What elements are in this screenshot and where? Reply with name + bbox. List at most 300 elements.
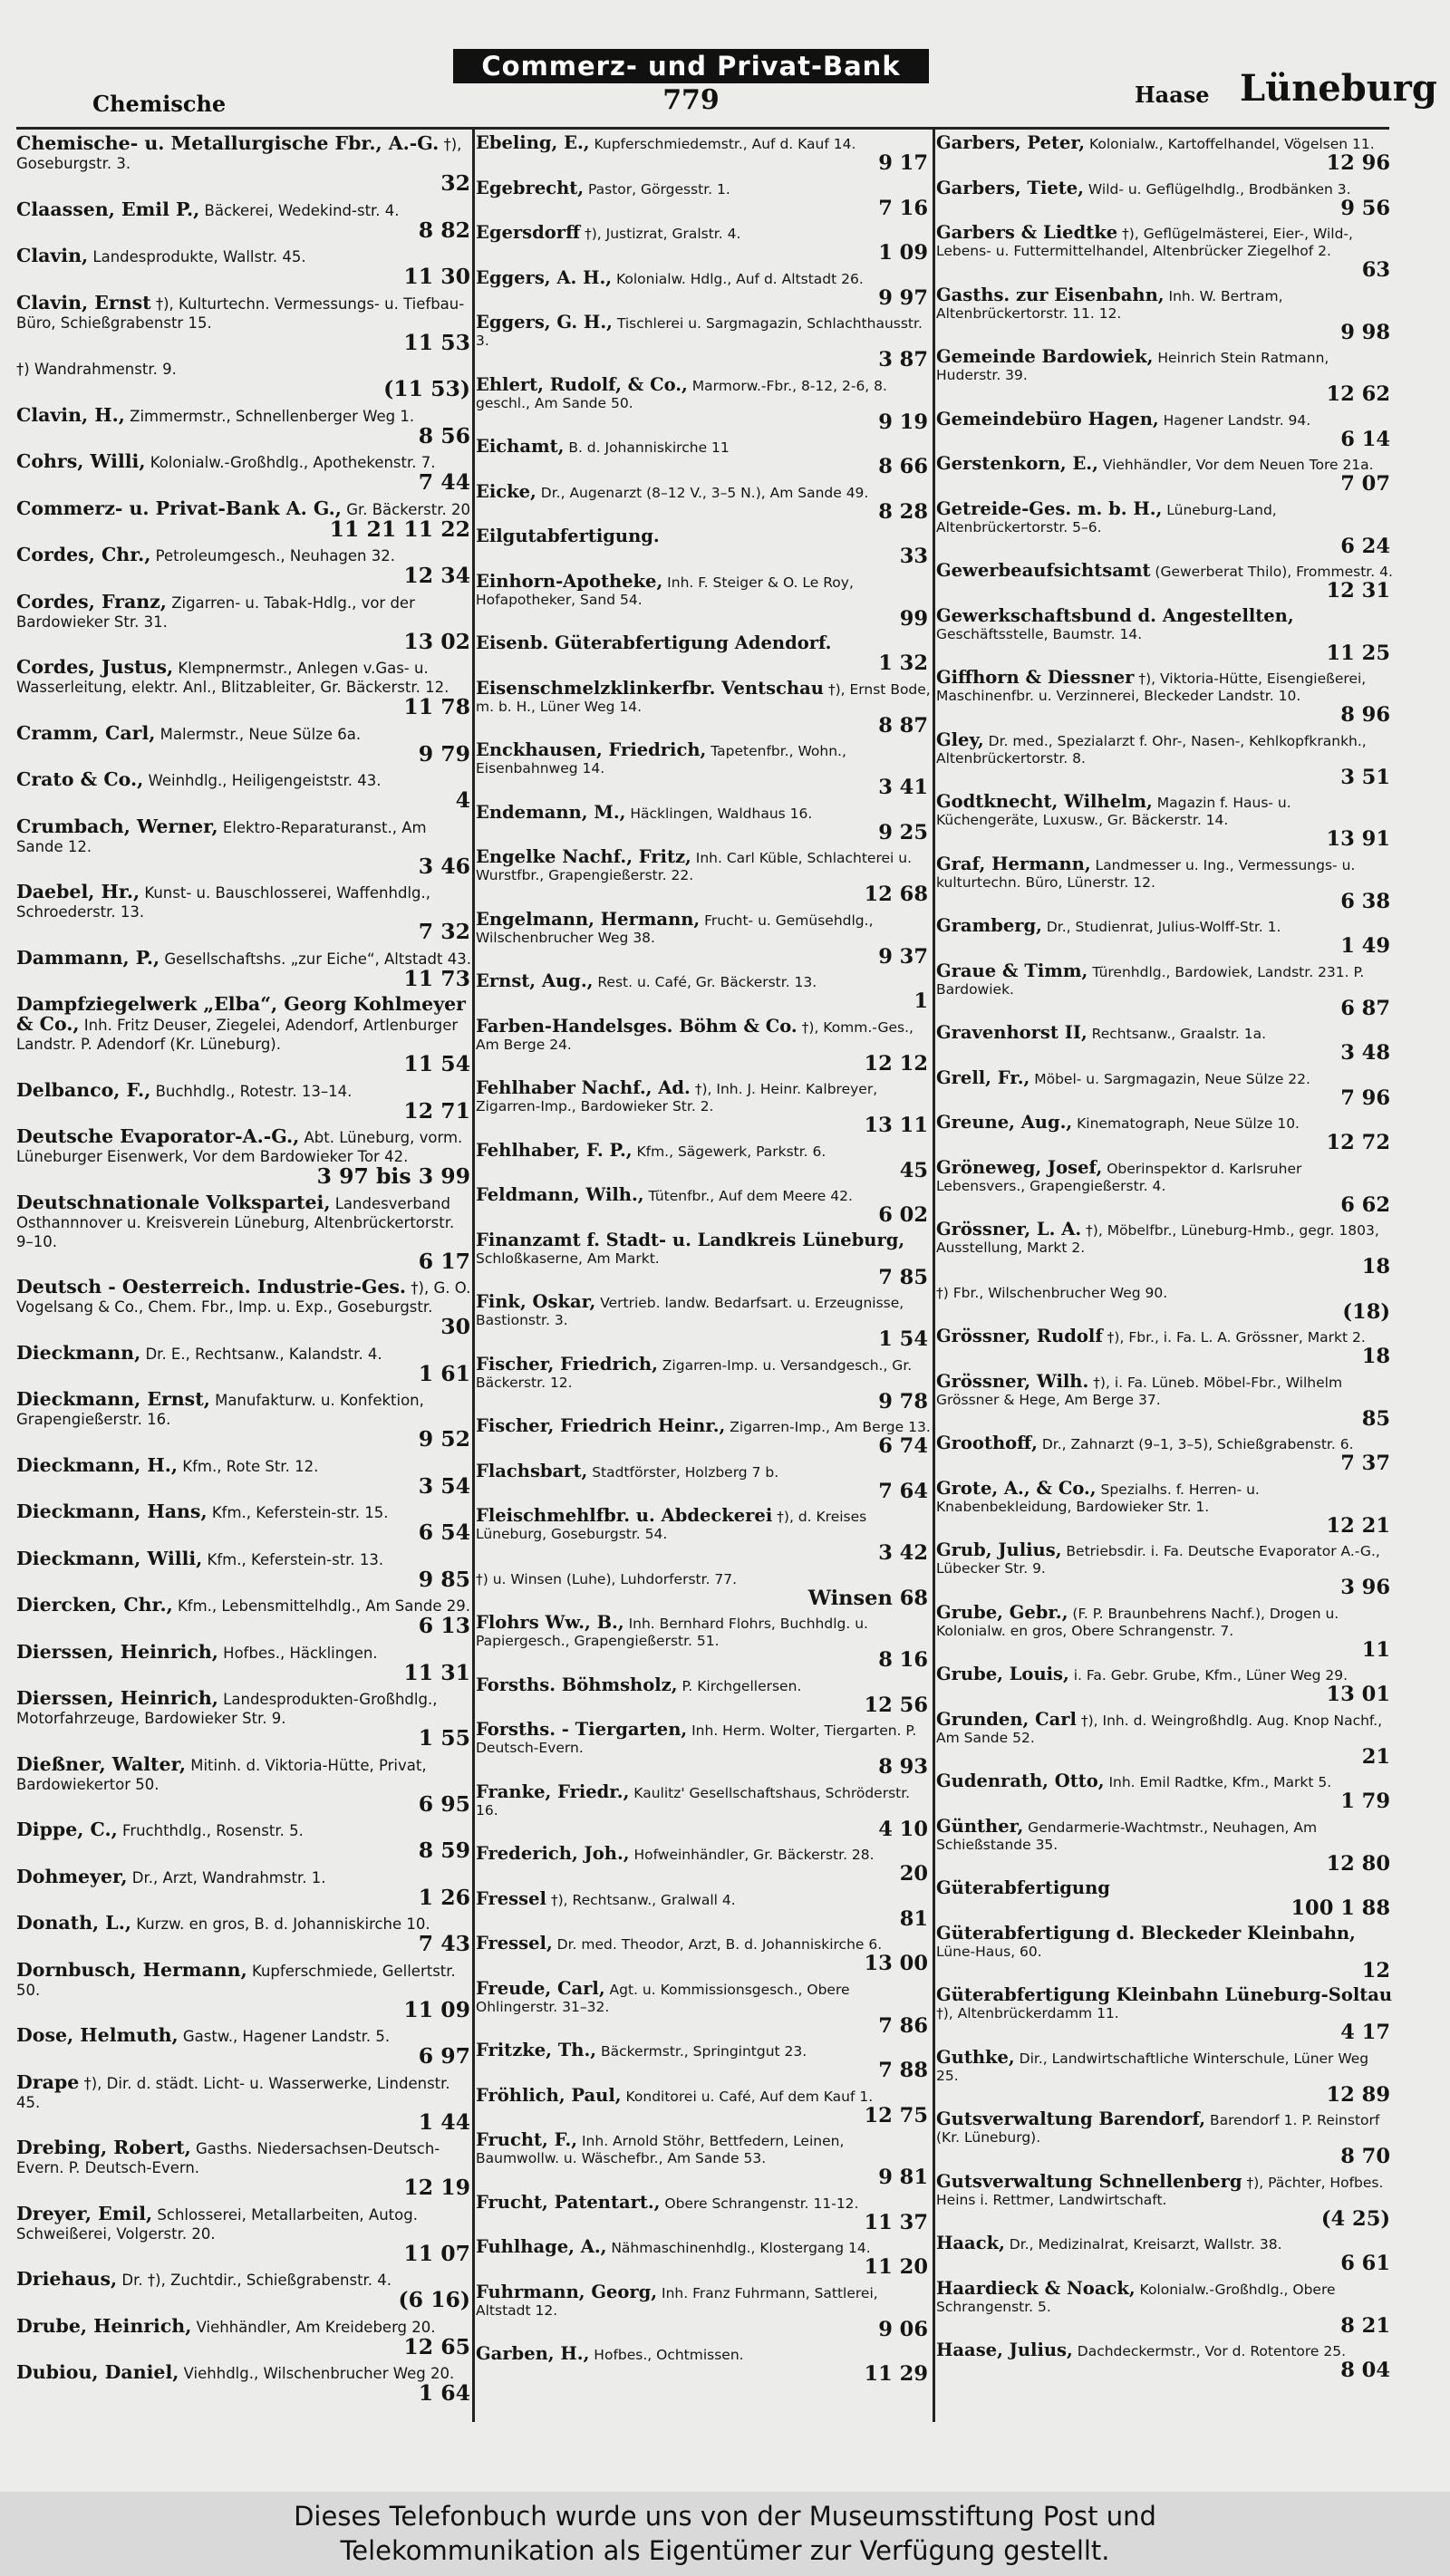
entry-name: Dose, Helmuth, [16, 2024, 179, 2046]
entry-details: Abt. Lüneburg, vorm. Lüneburger Eisenwerk, Vor dem Bardowieker Tor 42. [16, 1129, 463, 1165]
entry-name: Einhorn-Apotheke, [476, 570, 663, 592]
entry-name: Egersdorff [476, 222, 581, 243]
entry-name: Engelke Nachf., Fritz, [476, 846, 691, 867]
directory-entry [476, 1721, 932, 1778]
entry-name: Deutsche Evaporator-A.-G., [16, 1125, 300, 1147]
directory-entry [936, 1815, 1394, 1876]
entry-details: Schloßkaserne, Am Markt. [476, 1249, 660, 1267]
entry-details: Landesprodukten-Großhdlg., Motorfahrzeuge, Bardowieker Str. 9. [16, 1691, 438, 1727]
entry-name: Gemeindebüro Hagen, [936, 408, 1159, 429]
entry-details: Hofbes., Ochtmissen. [589, 2347, 744, 2363]
entry-details: Viehhändler, Am Kreideberg 20. [191, 2318, 436, 2336]
entry-details: Kupferschmiede, Gellertstr. 50. [16, 1962, 456, 1999]
entry-name: Graf, Hermann, [936, 853, 1091, 874]
entry-phone-number: 81 [899, 1906, 928, 1931]
entry-phone-number: 7 85 [878, 1265, 928, 1289]
entry-phone-number: 32 [440, 170, 470, 196]
entry-details: Mitinh. d. Viktoria-Hütte, Privat, Bardowiekertor 50. [16, 1756, 427, 1793]
directory-entry [936, 2046, 1394, 2107]
directory-entry [936, 1370, 1394, 1431]
entry-name: Getreide-Ges. m. b. H., [936, 497, 1163, 519]
directory-entry [936, 1601, 1394, 1662]
entry-details: Inh. Fritz Deuser, Ziegelei, Adendorf, Artlenburger Landstr. P. Adendorf (Kr. Lüneburg). [16, 1017, 459, 1053]
directory-entry [936, 917, 1394, 957]
directory-entry [16, 1078, 474, 1124]
directory-entry [476, 1887, 932, 1931]
directory-entry [936, 2170, 1394, 2231]
entry-details: Weinhdlg., Heiligengeiststr. 43. [143, 772, 382, 789]
entry-name: Freude, Carl, [476, 1977, 605, 1999]
entry-details: Frucht- u. Gemüsehdlg., Wilschenbrucher Weg 38. [476, 912, 874, 946]
entry-name: Eisenschmelzklinkerfbr. Ventschau [476, 677, 824, 699]
directory-entry [476, 908, 932, 969]
entry-phone-number: 11 25 [1326, 641, 1390, 665]
entry-name: Dreyer, Emil, [16, 2202, 153, 2224]
entry-details: Kolonialw.-Großhdlg., Apothekenstr. 7. [145, 454, 436, 471]
entry-details: Inh. Emil Radtke, Kfm., Markt 5. [1104, 1774, 1332, 1790]
entry-details: Betriebsdir. i. Fa. Deutsche Evaporator A.-G., Lübecker Str. 9. [936, 1543, 1380, 1577]
entry-phone-number: 9 52 [418, 1426, 470, 1452]
entry-phone-number: 3 97 bis 3 99 [316, 1163, 470, 1189]
directory-entry [476, 1139, 932, 1182]
entry-phone-number: 6 17 [418, 1248, 470, 1274]
entry-phone-number: 8 59 [418, 1838, 470, 1863]
entry-details: Dr., Zahnarzt (9–1, 3–5), Schießgrabenstr. 6. [1037, 1436, 1354, 1452]
directory-entry [16, 1867, 474, 1909]
directory-entry [16, 2270, 474, 2311]
entry-name: Gewerkschaftsbund d. Angestellten, [936, 604, 1294, 626]
directory-entry [936, 2234, 1394, 2274]
entry-name: Egebrecht, [476, 177, 585, 198]
directory-entry [936, 1434, 1394, 1474]
directory-entry [476, 1015, 932, 1076]
entry-phone-number: 9 37 [878, 944, 928, 969]
entry-details: Dr. med., Spezialarzt f. Ohr-, Nasen-, Kehlkopfkrankh., Altenbrückertorstr. 8. [936, 732, 1367, 767]
directory-entry [936, 286, 1394, 343]
directory-entry [16, 1502, 474, 1544]
entry-phone-number: 11 30 [403, 264, 470, 289]
entry-phone-number: 9 17 [878, 151, 928, 175]
directory-entry [476, 527, 932, 567]
entry-name: Frucht, F., [476, 2129, 578, 2150]
entry-details: Häcklingen, Waldhaus 16. [625, 805, 813, 822]
directory-entry [16, 658, 474, 719]
entry-name: Grube, Louis, [936, 1664, 1069, 1684]
entry-name: Forsths. Böhmsholz, [476, 1674, 678, 1695]
entry-phone-number: 7 86 [878, 2013, 928, 2038]
entry-details: Dachdeckermstr., Vor d. Rotentore 25. [1072, 2343, 1347, 2359]
directory-entry [16, 134, 474, 195]
directory-entry [936, 410, 1394, 450]
entry-phone-number: 9 06 [878, 2317, 928, 2341]
entry-phone-number: 8 93 [878, 1755, 928, 1779]
entry-name: Clavin, Ernst [16, 291, 151, 314]
entry-phone-number: 6 74 [878, 1434, 928, 1458]
entry-name: Grube, Gebr., [936, 1601, 1068, 1623]
entry-name: Fehlhaber, F. P., [476, 1139, 633, 1161]
entry-phone-number: 7 37 [1340, 1452, 1390, 1475]
entry-details: Buchhdlg., Rotestr. 13–14. [150, 1082, 353, 1100]
entry-phone-number: 7 32 [418, 919, 470, 944]
entry-details: †), Altenbrückerdamm 11. [936, 2005, 1119, 2021]
directory-entry [476, 570, 932, 631]
entry-phone-number: 20 [899, 1862, 928, 1886]
directory-entry [936, 1327, 1394, 1367]
entry-details: Dr. med. Theodor, Arzt, B. d. Johanniskirche 6. [552, 1936, 883, 1953]
entry-details: Kurzw. en gros, B. d. Johanniskirche 10. [130, 1915, 430, 1933]
entry-details: †), Möbelfbr., Lüneburg-Hmb., gegr. 1803, Ausstellung, Markt 2. [936, 1222, 1379, 1256]
entry-name: Dieckmann, Hans, [16, 1500, 208, 1522]
entry-phone-number: 9 98 [1340, 320, 1390, 344]
entry-name: Claassen, Emil P., [16, 198, 200, 220]
entry-name: Gewerbeaufsichtsamt [936, 560, 1151, 581]
entry-name: Eichamt, [476, 436, 565, 457]
entry-details: Inh. F. Steiger & O. Le Roy, Hofapotheker, Sand 54. [476, 574, 854, 608]
entry-phone-number: 21 [1361, 1744, 1390, 1769]
entry-name: Dieckmann, H., [16, 1453, 178, 1476]
entry-details: †), d. Kreises Lüneburg, Goseburgstr. 54. [476, 1509, 867, 1542]
directory-entry [936, 348, 1394, 405]
entry-details: Landmesser u. Ing., Vermessungs- u. kulturtechn. Büro, Lünerstr. 12. [936, 856, 1356, 891]
entry-phone-number: 6 62 [1340, 1192, 1390, 1217]
entry-details: Gastw., Hagener Landstr. 5. [178, 2028, 391, 2045]
entry-phone-number: 1 44 [418, 2108, 470, 2135]
entry-details: †), Kulturtechn. Vermessungs- u. Tiefbau-Büro, Schießgrabenstr 15. [16, 294, 465, 332]
entry-details: †) u. Winsen (Luhe), Luhdorferstr. 77. [476, 1570, 738, 1587]
entry-name: Gley, [936, 728, 984, 750]
entry-phone-number: 11 [1361, 1637, 1390, 1662]
entry-name: Fischer, Friedrich, [476, 1353, 658, 1375]
entry-name: Clavin, [16, 245, 89, 266]
entry-details: Bäckermstr., Springintgut 23. [596, 2043, 807, 2060]
entry-name: Crumbach, Werner, [16, 815, 218, 837]
entry-name: Gutsverwaltung Barendorf, [936, 2108, 1206, 2129]
entry-phone-number: 3 96 [1340, 1576, 1390, 1599]
entry-phone-number: 7 43 [418, 1931, 470, 1956]
directory-entry [936, 2277, 1394, 2338]
entry-name: Garben, H., [476, 2343, 590, 2364]
entry-details: Manufakturw. u. Konfektion, Grapengießerstr. 16. [16, 1392, 424, 1428]
entry-name: Dießner, Walter, [16, 1752, 186, 1775]
entry-details: Hofbes., Häcklingen. [218, 1644, 378, 1662]
directory-entry [476, 1507, 932, 1564]
entry-phone-number: 6 14 [1340, 427, 1390, 451]
entry-name: Drube, Heinrich, [16, 2314, 192, 2337]
entry-name: Fischer, Friedrich Heinr., [476, 1415, 726, 1436]
directory-entry [16, 995, 474, 1076]
entry-name: Cordes, Franz, [16, 590, 167, 613]
entry-name: Cordes, Chr., [16, 544, 151, 565]
header-left-keyword: Chemische [92, 91, 227, 117]
entry-name: Drebing, Robert, [16, 2137, 191, 2158]
directory-entry [16, 403, 474, 449]
entry-details: Rest. u. Café, Gr. Bäckerstr. 13. [593, 974, 817, 990]
entry-name: Garbers & Liedtke [936, 222, 1118, 243]
entry-name: Eicke, [476, 480, 536, 502]
entry-phone-number: 11 78 [403, 694, 470, 719]
entry-name: Driehaus, [16, 2268, 118, 2290]
entry-details: Konditorei u. Café, Auf dem Kauf 1. [621, 2088, 874, 2105]
entry-phone-number: 1 [914, 989, 928, 1013]
entry-name: Frederich, Joh., [476, 1843, 630, 1864]
entry-name: Haardieck & Noack, [936, 2277, 1136, 2299]
entry-details: Obere Schrangenstr. 11-12. [660, 2195, 859, 2212]
directory-entry [936, 1665, 1394, 1705]
directory-entry [936, 562, 1394, 602]
entry-name: Farben-Handelsges. Böhm & Co. [476, 1015, 798, 1037]
header-right-keyword: Haase [1135, 82, 1210, 108]
entry-details: i. Fa. Gebr. Grube, Kfm., Lüner Weg 29. [1068, 1667, 1348, 1684]
entry-details: Kaulitz' Gesellschaftshaus, Schröderstr. 16. [476, 1784, 911, 1819]
entry-details: †), Fbr., i. Fa. L. A. Grössner, Markt 2. [1102, 1329, 1366, 1346]
entry-phone-number: 8 04 [1340, 2359, 1390, 2382]
entry-name: Giffhorn & Diessner [936, 667, 1135, 688]
entry-details: Malermstr., Neue Sülze 6a. [155, 725, 362, 743]
entry-phone-number: 12 65 [403, 2333, 470, 2359]
entry-name: Ernst, Aug., [476, 970, 594, 991]
entry-phone-number: 9 19 [878, 410, 928, 434]
entry-phone-number: 7 96 [1340, 1085, 1390, 1110]
entry-phone-number: (6 16) [398, 2287, 470, 2312]
entry-phone-number: 7 88 [878, 2059, 928, 2082]
column-2 [476, 134, 932, 2417]
entry-phone-number: 9 79 [418, 740, 470, 767]
running-header [0, 0, 1450, 118]
entry-details: Kfm., Lebensmittelhdlg., Am Sande 29. [172, 1597, 470, 1615]
entry-name: Eisenb. Güterabfertigung Adendorf. [476, 632, 832, 653]
entry-phone-number: 9 25 [878, 820, 928, 844]
entry-details: Petroleumgesch., Neuhagen 32. [150, 547, 395, 564]
directory-entry [16, 1549, 474, 1591]
entry-phone-number: 12 19 [403, 2175, 470, 2200]
directory-entry [16, 1453, 474, 1499]
directory-entry [16, 2202, 474, 2266]
entry-details: Gendarmerie-Wachtmstr., Neuhagen, Am Schießstande 35. [936, 1819, 1318, 1853]
entry-name: Cramm, Carl, [16, 721, 156, 744]
directory-entry [936, 1879, 1394, 1919]
entry-details: †), Inh. J. Heinr. Kalbreyer, Zigarren-Imp., Bardowieker Str. 2. [476, 1081, 878, 1114]
directory-entry [16, 246, 474, 288]
entry-name: Delbanco, F., [16, 1078, 151, 1101]
directory-entry [476, 1186, 932, 1226]
entry-name: Fröhlich, Paul, [476, 2084, 622, 2106]
entry-name: Flachsbart, [476, 1460, 588, 1481]
entry-details: Kolonialw.-Großhdlg., Obere Schrangenstr. 5. [936, 2281, 1336, 2315]
entry-details: Viehhdlg., Wilschenbrucher Weg 20. [179, 2365, 455, 2382]
entry-name: Feldmann, Wilh., [476, 1184, 644, 1205]
entry-name: Guthke, [936, 2046, 1015, 2068]
entry-phone-number: (18) [1342, 1299, 1390, 1324]
entry-details: †), i. Fa. Lüneb. Möbel-Fbr., Wilhelm Grössner & Hege, Am Berge 37. [936, 1374, 1343, 1408]
directory-entry [16, 946, 474, 991]
directory-entry [476, 2238, 932, 2278]
entry-name: Fressel [476, 1887, 546, 1909]
entry-phone-number: 6 54 [418, 1520, 470, 1545]
entry-phone-number: 12 12 [864, 1051, 928, 1076]
directory-entry [16, 1752, 474, 1817]
entry-phone-number: 3 41 [878, 776, 928, 799]
entry-details: Möbel- u. Sargmagazin, Neue Sülze 22. [1030, 1070, 1310, 1087]
directory-entry [16, 1958, 474, 2022]
entry-details: Dr., Augenarzt (8–12 V., 3–5 N.), Am Sande 49. [536, 484, 869, 501]
entry-name: Grote, A., & Co., [936, 1477, 1097, 1499]
entry-phone-number: 99 [899, 606, 928, 631]
entry-phone-number: 3 87 [878, 348, 928, 371]
directory-entry [936, 793, 1394, 850]
entry-phone-number: 8 87 [878, 713, 928, 738]
entry-phone-number: 7 16 [878, 196, 928, 220]
directory-entry [936, 604, 1394, 665]
directory-entry [476, 224, 932, 264]
entry-name: Fink, Oskar, [476, 1291, 596, 1312]
directory-entry [476, 972, 932, 1012]
entry-phone-number: 6 97 [418, 2043, 470, 2069]
entry-details: Kfm., Keferstein-str. 15. [207, 1504, 389, 1521]
entry-details: Tapetenfbr., Wohn., Eisenbahnweg 14. [476, 743, 846, 777]
directory-entry [16, 499, 474, 541]
entry-details: Kfm., Sägewerk, Parkstr. 6. [632, 1143, 826, 1160]
entry-phone-number: 1 79 [1340, 1790, 1390, 1813]
entry-details: Dr., Medizinalrat, Kreisarzt, Wallstr. 38. [1004, 2236, 1282, 2253]
entry-name: Haase, Julius, [936, 2340, 1073, 2360]
entry-name: Gudenrath, Otto, [936, 1770, 1105, 1791]
entry-name: Dammann, P., [16, 946, 160, 969]
entry-name: Drape [16, 2070, 80, 2093]
entry-details: Wild- u. Geflügelhdlg., Brodbänken 3. [1083, 180, 1351, 198]
directory-entry [936, 1922, 1394, 1983]
entry-details: Bäckerei, Wedekind-str. 4. [199, 201, 400, 219]
directory-entry [476, 2191, 932, 2234]
directory-entry [16, 291, 474, 355]
entry-details: Kfm., Rote Str. 12. [178, 1457, 319, 1475]
entry-phone-number: 8 28 [878, 499, 928, 524]
directory-entry [476, 2084, 932, 2127]
entry-phone-number: 4 [455, 787, 470, 813]
entry-phone-number: 4 10 [878, 1817, 928, 1841]
entry-phone-number: 9 97 [878, 285, 928, 310]
entry-phone-number: 13 11 [864, 1114, 928, 1137]
entry-name: Eggers, A. H., [476, 266, 613, 288]
header-bank-banner: Commerz- und Privat-Bank [453, 49, 929, 83]
entry-name: Dierssen, Heinrich, [16, 1687, 218, 1709]
entry-phone-number: 33 [899, 545, 928, 568]
entry-phone-number: 12 80 [1326, 1851, 1390, 1876]
entry-phone-number: 8 82 [418, 217, 470, 243]
entry-details: Oberinspektor d. Karlsruher Lebensvers., Grapengießerstr. 4. [936, 1160, 1302, 1194]
entry-phone-number: 12 72 [1326, 1131, 1390, 1154]
entry-phone-number: 1 61 [418, 1360, 470, 1386]
entry-phone-number: 8 56 [418, 422, 470, 449]
directory-entry [476, 1845, 932, 1885]
entry-details: †), Rechtsanw., Gralwall 4. [546, 1891, 736, 1908]
entry-details: †), Geflügelmästerei, Eier-, Wild-, Lebens- u. Futtermittelhandel, Altenbrücker Ziegelhof 2. [936, 226, 1353, 259]
entry-details: †), Pächter, Hofbes. Heins i. Rettmer, Landwirtschaft. [936, 2174, 1384, 2208]
entry-phone-number: 9 78 [878, 1389, 928, 1413]
entry-details: Kfm., Keferstein-str. 13. [202, 1550, 384, 1568]
entry-name: Fressel, [476, 1933, 553, 1954]
directory-entry [936, 2341, 1394, 2381]
directory-entry [16, 2026, 474, 2068]
entry-phone-number: 12 62 [1326, 382, 1390, 406]
directory-entry [476, 848, 932, 905]
entry-details: Rechtsanw., Graalstr. 1a. [1087, 1026, 1267, 1042]
entry-details: Elektro-Reparaturanst., Am Sande 12. [16, 818, 427, 855]
entry-details: Dir., Landwirtschaftliche Winterschule, Lüner Weg 25. [936, 2050, 1369, 2084]
entry-phone-number: 85 [1361, 1406, 1390, 1431]
entry-phone-number: 13 00 [864, 1952, 928, 1975]
entry-details: Tütenfbr., Auf dem Meere 42. [643, 1188, 853, 1204]
entry-details: Inh. Carl Küble, Schlachterei u. Wurstfbr., Grapengießerstr. 22. [476, 850, 913, 883]
directory-entry [16, 2314, 474, 2359]
directory-entry [16, 770, 474, 812]
entry-name: Crato & Co., [16, 768, 144, 790]
page-number: 779 [662, 84, 720, 116]
directory-entry [936, 2110, 1394, 2167]
directory-entry [16, 545, 474, 587]
entry-phone-number: 11 73 [403, 965, 470, 991]
entry-name: Fritzke, Th., [476, 2040, 597, 2060]
entry-phone-number: 6 87 [1340, 996, 1390, 1020]
entry-name: Fehlhaber Nachf., Ad. [476, 1077, 691, 1098]
entry-details: †) Fbr., Wilschenbrucher Weg 90. [936, 1284, 1168, 1301]
entry-details: Inh. W. Bertram, Altenbrückertorstr. 11. 12. [936, 287, 1283, 322]
entry-name: Grell, Fr., [936, 1066, 1030, 1088]
entry-phone-number: 12 71 [403, 1097, 470, 1124]
entry-name: Dubiou, Daniel, [16, 2361, 179, 2383]
entry-name: Grunden, Carl [936, 1708, 1077, 1730]
directory-entry [476, 2345, 932, 2385]
entry-phone-number: 12 56 [864, 1693, 928, 1717]
directory-entry [476, 373, 932, 434]
entry-phone-number: 6 38 [1340, 889, 1390, 913]
entry-phone-number: 6 24 [1340, 534, 1390, 558]
directory-entry [936, 1772, 1394, 1812]
directory-entry [16, 452, 474, 494]
directory-entry [476, 1417, 932, 1457]
entry-name: Finanzamt f. Stadt- u. Landkreis Lüneburg, [476, 1229, 905, 1250]
directory-entry [16, 2070, 474, 2135]
entry-name: Forsths. - Tiergarten, [476, 1719, 688, 1740]
entry-details: Kolonialw., Kartoffelhandel, Vögelsen 11. [1085, 136, 1375, 152]
entry-phone-number: 9 56 [1340, 196, 1390, 220]
directory-entry [476, 1780, 932, 1841]
directory-entry [476, 1353, 932, 1413]
directory-entry [476, 2131, 932, 2188]
entry-details: Kupferschmiedemstr., Auf d. Kauf 14. [589, 136, 856, 152]
entry-name: Güterabfertigung d. Bleckeder Kleinbahn, [936, 1922, 1356, 1944]
entry-phone-number: 1 54 [878, 1327, 928, 1351]
footer-line-2: Telekommunikation als Eigentümer zur Verfügung gestellt. [340, 2535, 1110, 2566]
directory-entry [936, 455, 1394, 495]
entry-details: (F. P. Braunbehrens Nachf.), Drogen u. Kolonialw. en gros, Obere Schrangenstr. 7. [936, 1605, 1339, 1639]
directory-entry [476, 438, 932, 478]
entry-details: Hagener Landstr. 94. [1158, 411, 1311, 429]
entry-name: Dornbusch, Hermann, [16, 1958, 247, 1981]
directory-entry [936, 1708, 1394, 1769]
entry-phone-number: 12 34 [403, 563, 470, 588]
entry-phone-number: 1 64 [418, 2380, 470, 2406]
directory-entry [476, 801, 932, 844]
entry-details: Vertrieb. landw. Bedarfsart. u. Erzeugnisse, Bastionstr. 3. [476, 1295, 904, 1328]
entry-name: Haack, [936, 2233, 1005, 2253]
header-rule [16, 127, 1389, 130]
entry-phone-number: 3 51 [1340, 765, 1390, 789]
entry-name: Groothoff, [936, 1433, 1038, 1453]
entry-name: Dippe, C., [16, 1819, 118, 1840]
entry-phone-number: 30 [440, 1314, 470, 1339]
entry-details: Gasths. Niedersachsen-Deutsch-Evern. P. Deutsch-Evern. [16, 2140, 440, 2176]
entry-details: Dr. †), Zuchtdir., Schießgrabenstr. 4. [117, 2272, 392, 2289]
